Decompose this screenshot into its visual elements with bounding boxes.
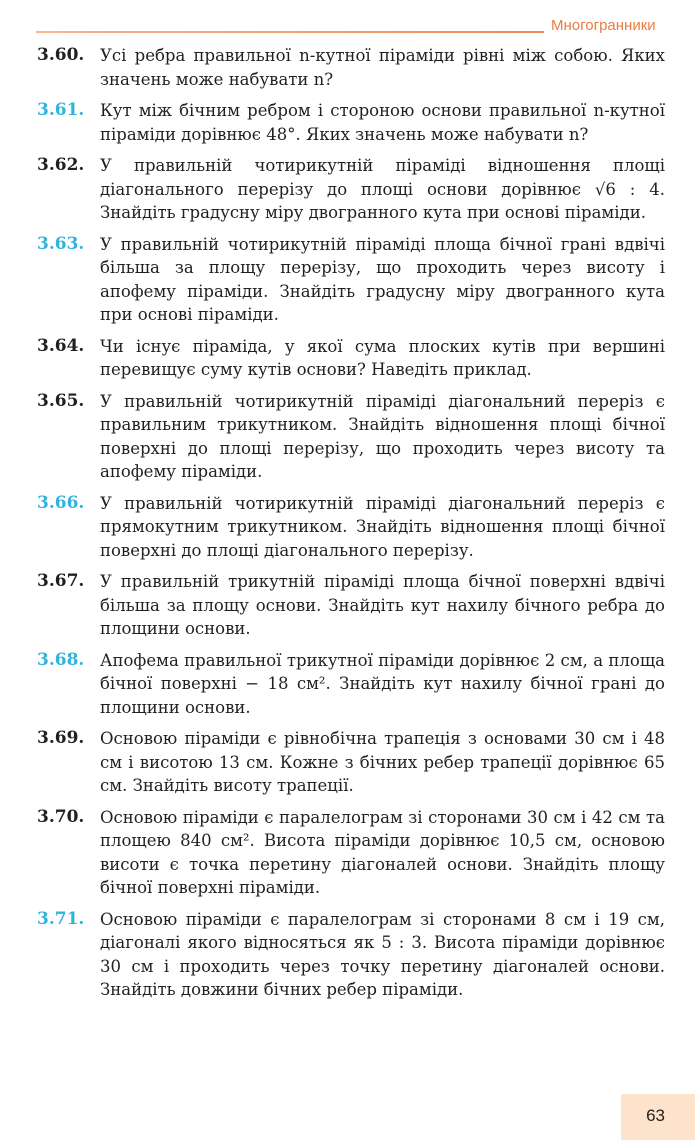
problem-3-70 [0, 806, 695, 900]
problem-list [0, 44, 695, 1010]
problem-text: У правильній чотирикутній піраміді діагональний переріз є прямокутним трикутником. Знайдіть відношення площі бічної поверхні до площі діагонального перерізу. [100, 493, 665, 560]
problem-3-62 [0, 154, 695, 225]
problem-3-64 [0, 335, 695, 382]
problem-text: Апофема правильної трикутної піраміди дорівнює 2 см, а площа бічної поверхні − 18 см². Знайдіть кут нахилу бічної грані до площини основи. [100, 650, 665, 717]
problem-3-60 [0, 44, 695, 91]
problem-text: У правильній трикутній піраміді площа бічної поверхні вдвічі більша за площу основи. Знайдіть кут нахилу бічного ребра до площини основи. [100, 572, 665, 638]
page-number: 63 [646, 1106, 665, 1125]
header-rule [36, 31, 544, 33]
problem-3-71 [0, 908, 695, 1002]
problem-number: 3.62. [37, 155, 85, 175]
problem-text: Основою піраміди є рівнобічна трапеція з основами 30 см і 48 см і висотою 13 см. Кожне з бічних ребер трапеції дорівнює 65 см. Знайдіть висоту трапеції. [100, 729, 665, 795]
problem-number: 3.64. [37, 335, 85, 356]
problem-number: 3.70. [37, 806, 85, 827]
problem-text: Чи існує піраміда, у якої сума плоских кутів при вершині перевищує суму кутів основи? Наведіть приклад. [100, 336, 665, 379]
problem-number: 3.68. [37, 649, 85, 670]
problem-number: 3.65. [37, 390, 85, 411]
problem-3-66 [0, 492, 695, 563]
problem-number: 3.66. [37, 492, 85, 513]
section-title: Многогранники [551, 17, 656, 34]
problem-3-67 [0, 570, 695, 641]
problem-text: Усі ребра правильної n-кутної піраміди рівні між собою. Яких значень може набувати n? [100, 46, 665, 89]
problem-3-61 [0, 99, 695, 146]
problem-3-68 [0, 649, 695, 720]
problem-number: 3.63. [37, 233, 85, 254]
problem-number: 3.69. [37, 728, 85, 748]
problem-text: У правильній чотирикутній піраміді площа бічної грані вдвічі більша за площу перерізу, що проходить через висоту і апофему піраміди. Знайдіть градусну міру двогранного кута при основі піраміди. [100, 234, 665, 324]
problem-3-65 [0, 390, 695, 484]
problem-number: 3.61. [37, 100, 85, 120]
problem-number: 3.60. [37, 45, 85, 65]
problem-text: Основою піраміди є паралелограм зі сторонами 8 см і 19 см, діагоналі якого відносяться як 5 : 3. Висота піраміди дорівнює 30 см і проходить через точку перетину діагоналей основи. Знайдіть довжини бічних ребер піраміди. [100, 909, 665, 999]
problem-number: 3.67. [37, 571, 85, 591]
problem-3-63 [0, 233, 695, 327]
problem-3-69 [0, 727, 695, 798]
problem-text: У правильній чотирикутній піраміді діагональний переріз є правильним трикутником. Знайдіть відношення площі бічної поверхні до площі перерізу, що проходить через висоту та апофему піраміди. [100, 391, 665, 481]
problem-text: Основою піраміди є паралелограм зі сторонами 30 см і 42 см та площею 840 см². Висота піраміди дорівнює 10,5 см, основою висоти є точка перетину діагоналей основи. Знайдіть площу бічної поверхні піраміди. [100, 807, 665, 897]
problem-number: 3.71. [37, 908, 85, 929]
problem-text: У правильній чотирикутній піраміді відношення площі діагонального перерізу до площі основи дорівнює √6 : 4. Знайдіть градусну міру двогранного кута при основі піраміди. [100, 156, 665, 222]
problem-text: Кут між бічним ребром і стороною основи правильної n-кутної піраміди дорівнює 48°. Яких значень може набувати n? [100, 101, 665, 144]
